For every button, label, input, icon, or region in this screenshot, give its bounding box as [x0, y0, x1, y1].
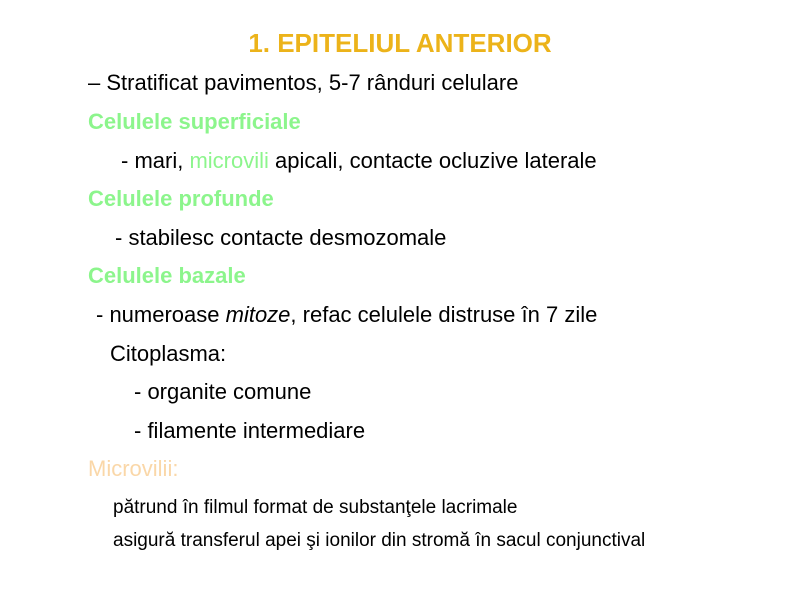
heading-profunde: Celulele profunde	[88, 186, 274, 211]
slide-title: 1. EPITELIUL ANTERIOR	[248, 28, 552, 58]
mitoze-italic: mitoze	[225, 302, 291, 327]
citoplasma-item-organite: - organite comune	[134, 379, 312, 404]
superficiale-detail	[121, 148, 597, 174]
heading-superficiale: Celulele superficiale	[88, 109, 301, 134]
bazale-detail	[96, 302, 597, 328]
stratificat-line: – Stratificat pavimentos, 5-7 rânduri celulare	[88, 70, 519, 95]
microvilii-item-asigura: asigură transferul apei şi ionilor din stromă în sacul conjunctival	[113, 530, 646, 551]
microvilii-item-patrund: pătrund în filmul format de substanţele lacrimale	[113, 497, 518, 518]
bazale-prefix: - numeroase	[96, 302, 226, 327]
heading-microvilii: Microvilii:	[88, 456, 179, 481]
citoplasma-label: Citoplasma:	[110, 341, 227, 366]
heading-bazale: Celulele bazale	[88, 263, 246, 288]
microvili-highlight: microvili	[189, 148, 269, 173]
bazale-suffix: , refac celulele distruse în 7 zile	[290, 302, 598, 327]
profunde-detail: - stabilesc contacte desmozomale	[115, 225, 447, 250]
superficiale-suffix: apicali, contacte ocluzive laterale	[268, 148, 597, 173]
citoplasma-item-filamente: - filamente intermediare	[134, 418, 366, 443]
superficiale-prefix: - mari,	[121, 148, 190, 173]
